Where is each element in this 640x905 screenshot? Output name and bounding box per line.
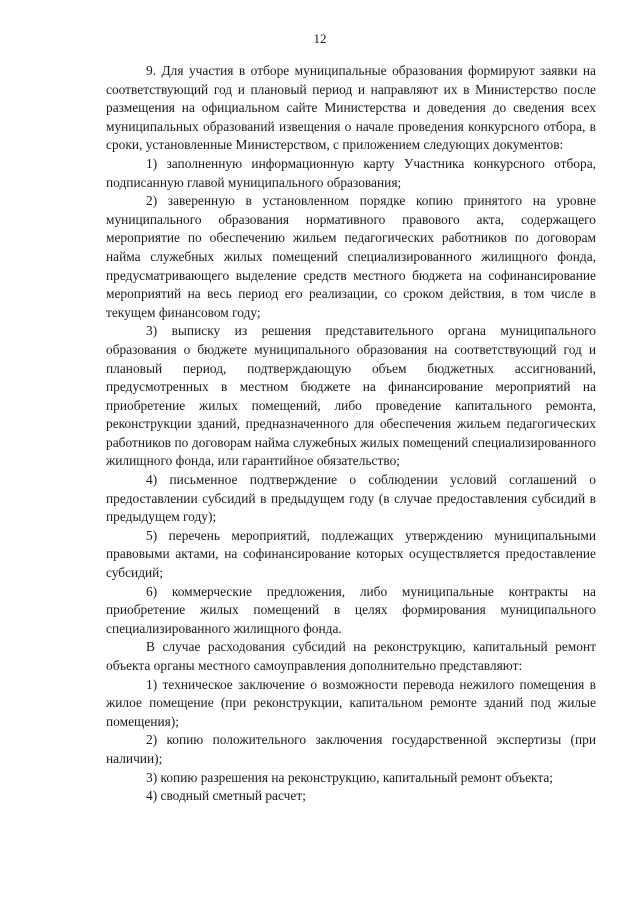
- list-item-commercial-offers: 6) коммерческие предложения, либо муниципальные контракты на приобретение жилых помещений в целях формирования муниципального специализированного жилищного фонда.: [106, 583, 596, 636]
- list-item-technical-conclusion: 1) техническое заключение о возможности перевода нежилого помещения в жилое помещение (при реконструкции, капитальном ремонте зданий под жилые помещения);: [106, 676, 596, 729]
- list-item-legal-act-copy: 2) заверенную в установленном порядке копию принятого на уровне муниципального образования нормативного правового акта, содержащего мероприятие по обеспечению жильем педагогических работников по договорам найма служебных жилых помещений специализированного жилищного фонда, предусматривающего выделение средств местного бюджета на софинансирование мероприятий на весь период его реализации, со сроком действия, в том числе в текущем финансовом году;: [106, 193, 596, 320]
- paragraph-reconstruction-intro: В случае расходования субсидий на реконструкцию, капитальный ремонт объекта органы местного самоуправления дополнительно представляют:: [106, 639, 596, 673]
- list-item-measures-list: 5) перечень мероприятий, подлежащих утверждению муниципальными правовыми актами, на софинансирование которых осуществляется предоставление субсидий;: [106, 527, 596, 581]
- document-body: [106, 62, 596, 806]
- list-item-permit-copy: 3) копию разрешения на реконструкцию, капитальный ремонт объекта;: [146, 769, 554, 785]
- page-number: 12: [313, 31, 327, 46]
- list-item-info-card: 1) заполненную информационную карту Участника конкурсного отбора, подписанную главой муниципального образования;: [106, 155, 596, 190]
- list-item-expertise-copy: 2) копию положительного заключения государственной экспертизы (при наличии);: [106, 732, 596, 766]
- paragraph-item-9: 9. Для участия в отборе муниципальные образования формируют заявки на соответствующий год и плановый период и направляют их в Министерство после размещения на официальном сайте Министерства и доведения до сведения всех муниципальных образований извещения о начале проведения конкурсного отбора, в сроки, установленные Министерством, с приложением следующих документов:: [106, 63, 596, 153]
- list-item-compliance-confirmation: 4) письменное подтверждение о соблюдении условий соглашений о предоставлении субсидий в предыдущем году (в случае предоставления субсидий в предыдущем году);: [106, 472, 596, 525]
- list-item-cost-estimate: 4) сводный сметный расчет;: [146, 788, 306, 804]
- list-item-budget-extract: 3) выписку из решения представительного органа муниципального образования о бюджете муниципального образования на соответствующий год и плановый период, подтверждающую объем бюджетных ассигнований, предусмотренных в местном бюджете на финансирование мероприятий на приобретение жилых помещений, либо проведение капитального ремонта, реконструкции зданий, предназначенного для обеспечения жильем педагогических работников по договорам найма служебных жилых помещений специализированного жилищного фонда, или гарантийное обязательство;: [106, 323, 596, 469]
